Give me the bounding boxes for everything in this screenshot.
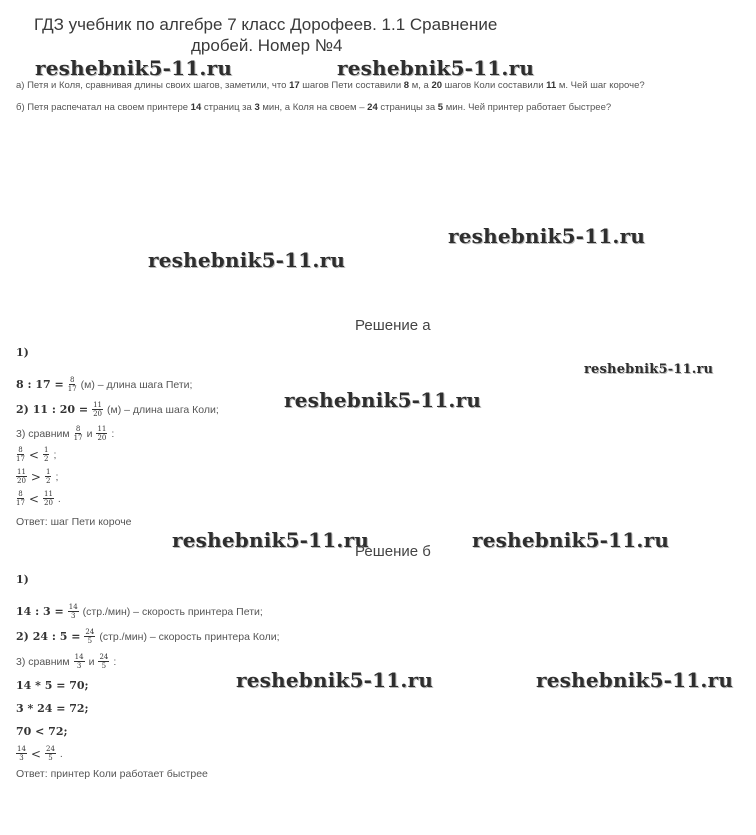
solution-b-line-3: 3) сравним $\frac{14}{3}$ и $\frac{24}{5}$ : [16,653,117,670]
solution-a-compare-1: $\frac{8}{17}$ < $\frac{1}{2}$ ; [16,446,57,463]
solution-b-line-1: 14 : 3 = $\frac{14}{3}$ (стр./мин) – скорость принтера Пети; [16,603,263,620]
fraction: $\frac{8}{17}$ [73,425,83,442]
task-b-text: б) Петя распечатал на своем принтере 14 страниц за 3 мин, а Коля на своем – 24 страницы за 5 мин. Чей принтер работает быстрее? [16,102,612,113]
solution-b-compare-ints: 70 < 72; [16,725,68,738]
watermark: reshebnik5-11.ru [337,56,535,80]
watermark: reshebnik5-11.ru [35,56,233,80]
page-title-line-1: ГДЗ учебник по алгебре 7 класс Дорофеев. 1.1 Сравнение [34,15,498,34]
solution-b-heading: Решение б [355,543,431,560]
watermark: reshebnik5-11.ru [172,528,370,552]
fraction: $\frac{24}{5}$ [99,653,109,670]
watermark: reshebnik5-11.ru [148,248,346,272]
fraction: $\frac{14}{3}$ [74,653,84,670]
watermark: reshebnik5-11.ru [236,668,434,692]
solution-a-line-3: 3) сравним $\frac{8}{17}$ и $\frac{11}{20}$ : [16,425,115,442]
fraction: $\frac{24}{5}$ [85,628,95,645]
fraction: $\frac{11}{20}$ [97,425,107,442]
solution-a-line-2: 2) 11 : 20 = $\frac{11}{20}$ (м) – длина шага Коли; [16,401,219,418]
solution-b-mult-1: 14 * 5 = 70; [16,679,89,692]
watermark: reshebnik5-11.ru [536,668,734,692]
watermark: reshebnik5-11.ru [448,224,646,248]
fraction: $\frac{14}{3}$ [68,603,78,620]
solution-a-line-1: 8 : 17 = $\frac{8}{17}$ (м) – длина шага Пети; [16,376,193,393]
solution-a-step-1: 1) [16,346,29,359]
solution-b-mult-2: 3 * 24 = 72; [16,702,89,715]
page-title-line-2: дробей. Номер №4 [191,36,343,55]
solution-b-step-1: 1) [16,573,29,586]
solution-b-line-2: 2) 24 : 5 = $\frac{24}{5}$ (стр./мин) – скорость принтера Коли; [16,628,280,645]
fraction: $\frac{8}{17}$ [67,376,77,393]
solution-a-compare-2: $\frac{11}{20}$ > $\frac{1}{2}$ ; [17,468,59,485]
solution-a-compare-3: $\frac{8}{17}$ < $\frac{11}{20}$ . [16,490,61,507]
watermark: reshebnik5-11.ru [472,528,670,552]
solution-b-answer: Ответ: принтер Коли работает быстрее [16,768,208,780]
solution-b-compare-fractions: $\frac{14}{3}$ < $\frac{24}{5}$ . [17,745,63,762]
task-a-text: а) Петя и Коля, сравнивая длины своих шагов, заметили, что 17 шагов Пети составили 8 м, а 20 шагов Коли составили 11 м. Чей шаг короче? [16,80,645,91]
solution-a-heading: Решение а [355,317,431,334]
watermark: reshebnik5-11.ru [584,362,714,377]
watermark: reshebnik5-11.ru [284,388,482,412]
fraction: $\frac{11}{20}$ [93,401,102,418]
solution-a-answer: Ответ: шаг Пети короче [16,516,132,528]
